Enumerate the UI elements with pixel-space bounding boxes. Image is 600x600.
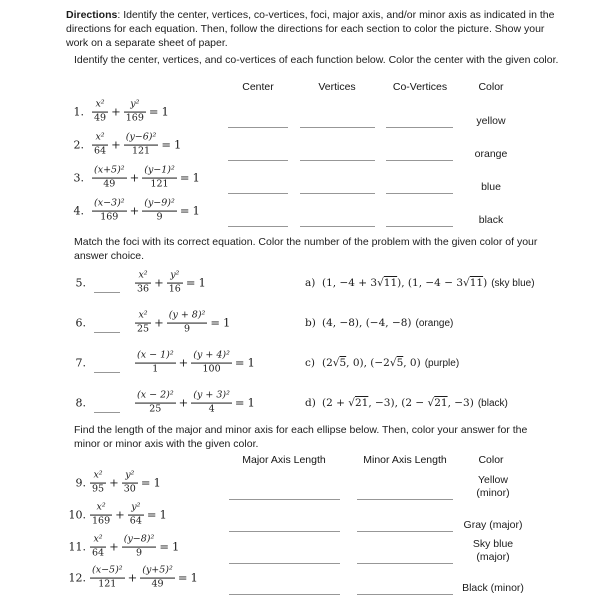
- equation: [90, 535, 179, 560]
- color-label: yellow: [476, 114, 506, 127]
- fraction-denominator: 121: [150, 178, 169, 190]
- fraction-denominator: 121: [131, 145, 151, 157]
- fraction: [90, 471, 106, 496]
- equation-rhs: 1: [223, 316, 231, 330]
- color-label-line1: Yellow: [478, 474, 508, 486]
- axis-row-10: [0, 497, 600, 533]
- fraction-numerator: x²: [93, 469, 103, 481]
- fraction: [90, 535, 106, 560]
- fraction-denominator: 9: [156, 211, 163, 223]
- color-label-line1: Black (minor): [462, 581, 524, 594]
- equals-sign: =: [161, 138, 171, 152]
- answer-color-note: (black): [477, 398, 508, 409]
- fraction-denominator: 49: [103, 178, 116, 190]
- problem-number: 3.: [73, 171, 84, 185]
- fraction-denominator: 100: [202, 363, 221, 375]
- equation-rhs: 1: [198, 276, 206, 290]
- plus-operator: +: [111, 105, 121, 119]
- match-row-7: [0, 343, 600, 383]
- plus-operator: +: [109, 540, 119, 554]
- fraction: [191, 351, 232, 376]
- identify-row-3: [0, 160, 600, 196]
- directions-text: : Identify the center, vertices, co-vertices, foci, major axis, and/or minor axis as indicated in the directions for each equation. Then, follow the directions for each section to color the picture. Show your work on a separate sheet of paper.: [66, 9, 555, 49]
- fraction-numerator: (x − 1)²: [137, 349, 174, 361]
- fraction: [142, 166, 177, 191]
- equation: [92, 100, 169, 125]
- match-row-6: [0, 303, 600, 343]
- problem-number: 4.: [73, 204, 84, 218]
- fraction-denominator: 16: [168, 283, 181, 295]
- fraction-denominator: 9: [136, 547, 143, 559]
- problem-number: 12.: [68, 571, 86, 585]
- fraction: [124, 100, 146, 125]
- equation: [90, 503, 167, 528]
- equation-rhs: 1: [153, 476, 161, 490]
- equation-rhs: 1: [192, 171, 200, 185]
- fraction-numerator: x²: [95, 98, 105, 110]
- answer-option-text: (1, −4 + 3√11), (1, −4 − 3√11): [322, 277, 488, 289]
- match-instruction: Match the foci with its correct equation. Color the number of the problem with the given color of your answer choice.: [74, 236, 538, 262]
- equation-rhs: 1: [192, 204, 200, 218]
- equation-rhs: 1: [190, 571, 198, 585]
- problem-number: 1.: [73, 105, 84, 119]
- fraction-denominator: 1: [152, 363, 159, 375]
- equation-rhs: 1: [247, 396, 255, 410]
- fraction-denominator: 95: [92, 483, 105, 495]
- fraction-denominator: 64: [92, 547, 105, 559]
- equation: [90, 566, 198, 591]
- fraction: [122, 535, 157, 560]
- equals-sign: =: [146, 508, 157, 522]
- fraction-numerator: (y−1)²: [144, 164, 175, 176]
- equals-sign: =: [234, 396, 245, 410]
- equation: [135, 351, 255, 376]
- minor-axis-answer-blank: [357, 593, 453, 595]
- plus-operator: +: [154, 316, 164, 330]
- fraction: [135, 311, 151, 336]
- answer-option-label: b): [305, 317, 316, 329]
- fraction-numerator: (y−8)²: [123, 533, 155, 545]
- equation-rhs: 1: [247, 356, 255, 370]
- match-answer-blank: [94, 411, 120, 413]
- plus-operator: +: [115, 508, 125, 522]
- fraction: [142, 199, 177, 224]
- plus-operator: +: [111, 138, 121, 152]
- color-label-line1: Gray (major): [463, 518, 523, 531]
- color-label: orange: [474, 147, 508, 160]
- fraction-numerator: x²: [93, 533, 103, 545]
- major-axis-answer-blank: [229, 593, 340, 595]
- fraction-denominator: 64: [129, 515, 142, 527]
- vertices-answer-blank: [300, 225, 375, 227]
- directions-paragraph: [66, 9, 566, 50]
- directions-label: Directions: [66, 9, 118, 21]
- answer-option-text: (2 + √21, −3), (2 − √21, −3): [322, 397, 474, 409]
- fraction-denominator: 169: [92, 515, 111, 527]
- answer-option-text: (4, −8), (−4, −8): [322, 317, 412, 329]
- problem-number: 2.: [73, 138, 84, 152]
- fraction-numerator: (y−9)²: [144, 197, 175, 209]
- color-label-line2: (major): [476, 550, 510, 563]
- fraction-denominator: 169: [125, 112, 144, 124]
- fraction-denominator: 9: [184, 323, 191, 335]
- color-label: [446, 474, 540, 499]
- color-label-line1: Sky blue: [472, 538, 514, 550]
- equation: [92, 166, 200, 191]
- fraction-denominator: 49: [94, 112, 107, 124]
- fraction: [92, 100, 108, 125]
- column-header-covertices: Co-Vertices: [392, 81, 448, 93]
- answer-option-c: [305, 357, 459, 369]
- fraction-numerator: (y + 4)²: [193, 349, 230, 361]
- fraction: [124, 133, 159, 158]
- identify-row-2: [0, 127, 600, 163]
- fraction: [167, 311, 208, 336]
- equation: [135, 311, 230, 336]
- fraction: [90, 503, 112, 528]
- answer-option-d: [305, 397, 508, 409]
- fraction: [191, 391, 232, 416]
- fraction-denominator: 64: [94, 145, 107, 157]
- fraction-denominator: 25: [149, 403, 162, 415]
- fraction-numerator: (y + 8)²: [168, 309, 206, 321]
- fraction-denominator: 121: [98, 578, 117, 590]
- fraction: [128, 503, 144, 528]
- answer-option-label: c): [305, 357, 315, 369]
- fraction: [135, 391, 176, 416]
- fraction-numerator: (x−3)²: [94, 197, 125, 209]
- equals-sign: =: [159, 540, 169, 554]
- match-answer-blank: [94, 291, 120, 293]
- fraction: [92, 133, 108, 158]
- match-row-5: [0, 263, 600, 303]
- fraction: [135, 351, 176, 376]
- match-answer-blank: [94, 371, 120, 373]
- column-header-color: Color: [478, 454, 504, 466]
- fraction: [92, 199, 127, 224]
- fraction-numerator: x²: [138, 309, 148, 321]
- equation-rhs: 1: [161, 105, 169, 119]
- fraction-denominator: 36: [137, 283, 150, 295]
- center-answer-blank: [228, 225, 288, 227]
- fraction-numerator: (x−5)²: [92, 564, 123, 576]
- equation-rhs: 1: [173, 138, 182, 152]
- answer-color-note: (purple): [424, 358, 460, 369]
- problem-number: 9.: [75, 476, 86, 490]
- fraction-numerator: x²: [96, 501, 106, 513]
- column-header-color: Color: [478, 81, 504, 93]
- fraction: [135, 271, 151, 296]
- column-header-major-axis: Major Axis Length: [242, 454, 326, 466]
- equals-sign: =: [234, 356, 245, 370]
- identify-instruction: Identify the center, vertices, and co-vertices of each function below. Color the center with the given color.: [74, 54, 559, 66]
- fraction-denominator: 49: [151, 578, 164, 590]
- plus-operator: +: [129, 171, 140, 185]
- color-label: [446, 582, 540, 595]
- answer-color-note: (sky blue): [491, 278, 535, 289]
- equation: [92, 199, 200, 224]
- equation: [92, 133, 181, 158]
- fraction-numerator: (x − 2)²: [137, 389, 174, 401]
- fraction-numerator: (y−6)²: [125, 131, 157, 143]
- answer-option-a: [305, 277, 535, 289]
- equation: [135, 391, 255, 416]
- color-label: blue: [481, 180, 501, 193]
- equals-sign: =: [185, 276, 196, 290]
- axis-row-9: [0, 465, 600, 501]
- answer-color-note: (orange): [415, 318, 454, 329]
- fraction-numerator: (y + 3)²: [193, 389, 230, 401]
- plus-operator: +: [178, 396, 189, 410]
- fraction-denominator: 4: [208, 403, 215, 415]
- column-header-center: Center: [242, 81, 274, 93]
- fraction-numerator: y²: [125, 469, 135, 481]
- plus-operator: +: [109, 476, 119, 490]
- fraction-denominator: 30: [123, 483, 136, 495]
- axis-row-12: [0, 560, 600, 596]
- color-label-line2: (minor): [476, 486, 510, 499]
- fraction: [90, 566, 125, 591]
- problem-number: 6.: [75, 316, 86, 330]
- equals-sign: =: [177, 571, 188, 585]
- fraction-numerator: y²: [131, 501, 141, 513]
- fraction-numerator: (x+5)²: [94, 164, 125, 176]
- column-header-minor-axis: Minor Axis Length: [363, 454, 447, 466]
- axis-instruction: Find the length of the major and minor axis for each ellipse below. Then, color your answer for the minor or minor axis with the given color.: [74, 424, 528, 450]
- problem-number: 10.: [68, 508, 86, 522]
- color-label: black: [478, 213, 504, 226]
- problem-number: 11.: [68, 540, 86, 554]
- equation: [135, 271, 206, 296]
- fraction-denominator: 169: [100, 211, 119, 223]
- problem-number: 7.: [75, 356, 86, 370]
- fraction: [122, 471, 138, 496]
- problem-number: 5.: [75, 276, 86, 290]
- plus-operator: +: [129, 204, 140, 218]
- equation-rhs: 1: [171, 540, 180, 554]
- fraction: [92, 166, 127, 191]
- covertices-answer-blank: [386, 225, 453, 227]
- fraction-numerator: y²: [130, 98, 140, 110]
- problem-number: 8.: [75, 396, 86, 410]
- equation-rhs: 1: [159, 508, 167, 522]
- fraction-numerator: x²: [95, 131, 105, 143]
- identify-row-4: [0, 193, 600, 229]
- plus-operator: +: [127, 571, 138, 585]
- match-answer-blank: [94, 331, 120, 333]
- fraction: [140, 566, 175, 591]
- equals-sign: =: [148, 105, 159, 119]
- identify-row-1: [0, 94, 600, 130]
- fraction: [167, 271, 183, 296]
- plus-operator: +: [154, 276, 164, 290]
- fraction-numerator: x²: [138, 269, 148, 281]
- answer-option-text: (2√5, 0), (−2√5, 0): [322, 357, 421, 369]
- fraction-numerator: y²: [170, 269, 180, 281]
- equals-sign: =: [179, 204, 190, 218]
- plus-operator: +: [178, 356, 189, 370]
- fraction-numerator: (y+5)²: [142, 564, 173, 576]
- equals-sign: =: [210, 316, 221, 330]
- answer-option-label: a): [305, 277, 316, 289]
- answer-option-label: d): [305, 397, 316, 409]
- answer-option-b: [305, 317, 453, 329]
- column-header-vertices: Vertices: [318, 81, 356, 93]
- equals-sign: =: [179, 171, 190, 185]
- match-row-8: [0, 383, 600, 423]
- equation: [90, 471, 161, 496]
- equals-sign: =: [140, 476, 151, 490]
- fraction-denominator: 25: [137, 323, 150, 335]
